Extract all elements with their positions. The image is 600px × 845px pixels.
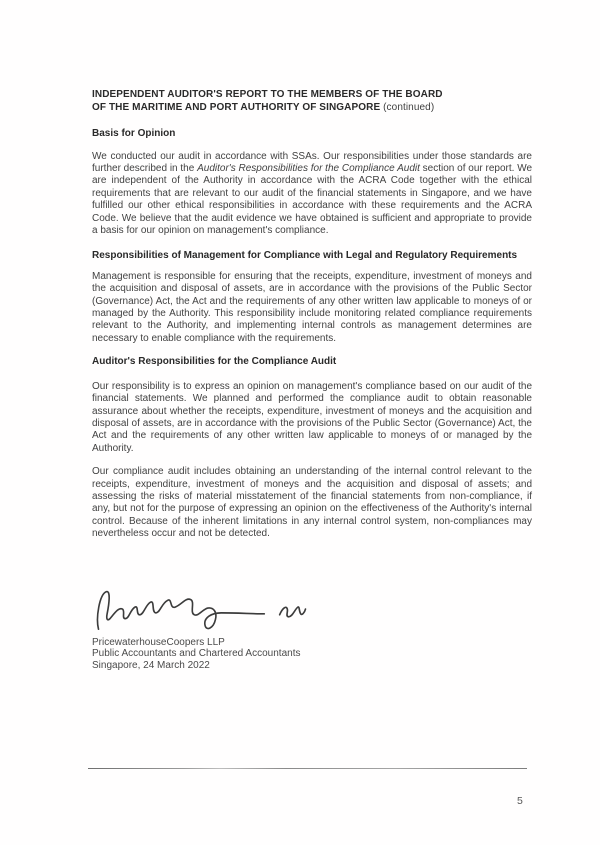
paragraph-management-responsibilities: Management is responsible for ensuring that the receipts, expenditure, investment of moneys and the acquisition and disposal of assets, are in accordance with the provisions of the Public Sector (Governance) Act, the Act and the requirements of any other written law applicable to moneys of or managed by the Authority. This responsibility include monitoring related compliance requirements relevant to the Authority, and implementing internal controls as management determines are necessary to enable compliance with the requirements. xyxy=(92,270,532,344)
paragraph-text: section of our report. We are independent of the Authority in accordance with the ACRA Code together with the ethical requirements that are relevant to our audit of the financial statements in Singapore, and we have fulfilled our other ethical responsibilities in accordance with these requirements and the ACRA Code. We believe that the audit evidence we have obtained is sufficient and appropriate to provide a basis for our opinion on management's compliance. xyxy=(92,162,533,236)
report-title xyxy=(92,88,532,114)
paragraph-auditor-responsibilities-1: Our responsibility is to express an opinion on management's compliance based on our audit of the financial statements. We planned and performed the compliance audit to obtain reasonable assurance about whether the receipts, expenditure, investment of moneys and the acquisition and disposal of assets, are in accordance with the provisions of the Public Sector (Governance) Act, the Act and the requirements of any other written law applicable to moneys of or managed by the Authority. xyxy=(92,380,532,454)
signoff-block xyxy=(92,637,532,672)
paragraph-auditor-responsibilities-2: Our compliance audit includes obtaining an understanding of the internal control relevant to the receipts, expenditure, investment of moneys and the acquisition and disposal of assets; and assessing the risks of material misstatement of the financial statements from non-compliance, if any, but not for the purpose of expressing an opinion on the effectiveness of the Authority's internal control. Because of the inherent limitations in any internal control system, non-compliances may nevertheless occur and not be detected. xyxy=(92,466,532,540)
page-number: 5 xyxy=(517,795,523,807)
footer-divider xyxy=(88,768,527,769)
handwritten-signature-icon xyxy=(88,587,532,633)
heading-auditor-responsibilities: Auditor's Responsibilities for the Compliance Audit xyxy=(92,356,337,368)
report-title-line2: OF THE MARITIME AND PORT AUTHORITY OF SINGAPORE xyxy=(92,102,381,113)
report-title-line1: INDEPENDENT AUDITOR'S REPORT TO THE MEMBERS OF THE BOARD xyxy=(92,89,443,100)
report-title-continued: (continued) xyxy=(383,102,435,113)
paragraph-text: We conducted our audit in accordance with SSAs. Our responsibilities under those standards are further described in the xyxy=(92,150,532,174)
firm-description: Public Accountants and Chartered Accountants xyxy=(92,648,301,660)
paragraph-basis-for-opinion xyxy=(92,151,532,238)
heading-management-responsibilities: Responsibilities of Management for Compliance with Legal and Regulatory Requirements xyxy=(92,250,518,262)
firm-name: PricewaterhouseCoopers LLP xyxy=(92,636,225,648)
heading-basis-for-opinion: Basis for Opinion xyxy=(92,128,176,139)
sign-place-date: Singapore, 24 March 2022 xyxy=(92,659,210,671)
report-body xyxy=(92,88,532,671)
italic-reference-text: Auditor's Responsibilities for the Compliance Audit xyxy=(197,162,420,174)
